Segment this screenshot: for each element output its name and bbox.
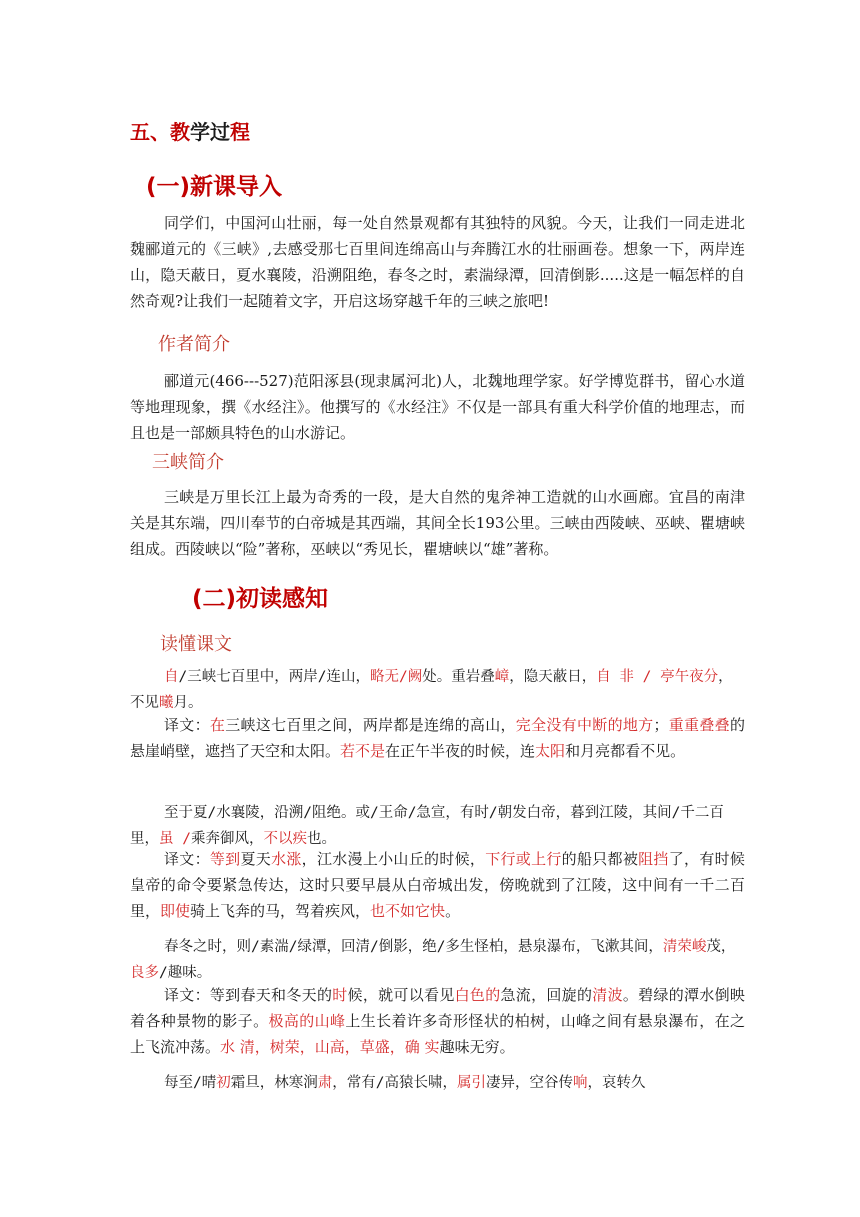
section-title-part: 教 bbox=[170, 120, 190, 144]
highlight: 属引 bbox=[456, 1075, 486, 1091]
sanxia-paragraph: 三峡是万里长江上最为奇秀的一段，是大自然的鬼斧神工造就的山水画廊。宜昌的南津关是其东端，四川奉节的白帝城是其西端，其间全长193公里。三峡由西陵峡、巫峡、瞿塘峡组成。西陵峡以“险”著称，巫峡以“秀见长，瞿塘峡以“雄”著称。 bbox=[130, 488, 745, 558]
part2-heading: (二)初读感知 bbox=[192, 586, 329, 612]
highlight: 即使 bbox=[160, 902, 191, 920]
classical-passage-4 bbox=[130, 1070, 745, 1096]
text: 译文： bbox=[164, 850, 210, 868]
text: ，哀转久 bbox=[587, 1075, 646, 1091]
highlight: 若不是 bbox=[340, 742, 386, 760]
highlight: 水 清，树荣，山高，草盛，确 实 bbox=[220, 1038, 440, 1056]
text: 。 bbox=[445, 902, 461, 920]
text: 夏天 bbox=[240, 850, 272, 868]
highlight: 虽 / bbox=[159, 831, 191, 847]
highlight: 下行或上行 bbox=[485, 850, 562, 868]
highlight: 太阳 bbox=[535, 742, 566, 760]
text: 趣味无穷。 bbox=[439, 1038, 515, 1056]
highlight: 自 非 / 亭午夜分 bbox=[596, 669, 719, 685]
highlight: 肃 bbox=[317, 1075, 333, 1091]
highlight: 时 bbox=[332, 986, 348, 1004]
text: ，隐天蔽日， bbox=[509, 669, 597, 685]
text: /三峡七百里中，两岸/连山， bbox=[178, 669, 370, 685]
classical-passage-1 bbox=[130, 664, 745, 716]
text: 霜旦，林寒涧 bbox=[230, 1075, 318, 1091]
text: 三峡这七百里之间，两岸都是连绵的高山， bbox=[225, 716, 516, 734]
translation-1 bbox=[130, 712, 745, 764]
text: 译文：等到春天和冬天的 bbox=[164, 986, 333, 1004]
text: 也。 bbox=[306, 831, 336, 847]
text: 骑上飞奔的马，驾着疾风， bbox=[190, 902, 371, 920]
highlight: 初 bbox=[216, 1075, 231, 1091]
highlight: 清波 bbox=[592, 986, 623, 1004]
highlight: 完全没有中断的地方 bbox=[515, 716, 654, 734]
highlight: 嶂 bbox=[494, 669, 510, 685]
text: 乘奔御风， bbox=[190, 831, 264, 847]
text: ； bbox=[653, 716, 669, 734]
text: 候，就可以看见 bbox=[347, 986, 455, 1004]
text: 处。重岩叠 bbox=[422, 669, 495, 685]
section-number: 五、 bbox=[130, 120, 170, 144]
highlight: 清荣峻 bbox=[662, 939, 707, 955]
text: ，常有/高猿长啸， bbox=[332, 1075, 457, 1091]
text: 春冬之时，则/素湍/绿潭，回清/倒影，绝/多生怪柏，悬泉瀑布，飞漱其间， bbox=[164, 939, 663, 955]
text: 每至/晴 bbox=[164, 1075, 217, 1091]
translation-3 bbox=[130, 982, 745, 1060]
text: 在正午半夜的时候，连 bbox=[385, 742, 536, 760]
text: 的船只都被 bbox=[561, 850, 639, 868]
classical-passage-2 bbox=[130, 800, 745, 852]
highlight: 白色的 bbox=[454, 986, 501, 1004]
text: 至于夏/水襄陵，沿溯/阻绝。或/王命/急宣，有时/朝发白帝，暮到江陵，其间/千二百里， bbox=[130, 805, 724, 847]
text: 月。 bbox=[173, 695, 203, 711]
text: ，不见 bbox=[130, 669, 733, 711]
highlight: 也不如它快 bbox=[370, 902, 446, 920]
text: 和月亮都看不见。 bbox=[565, 742, 686, 760]
author-paragraph: 郦道元(466---527)范阳涿县(现隶属河北)人，北魏地理学家。好学博览群书，留心水道等地理现象，撰《水经注》。他撰写的《水经注》不仅是一部具有重大科学价值的地理志，而且也是一部颇具特色的山水游记。 bbox=[130, 372, 745, 442]
sanxia-heading: 三峡简介 bbox=[152, 452, 224, 473]
text: 急流，回旋的 bbox=[500, 986, 593, 1004]
section-title-part: 学过 bbox=[190, 120, 230, 144]
section-title-part: 程 bbox=[230, 120, 250, 144]
section-title bbox=[130, 116, 250, 145]
text: 译文： bbox=[164, 716, 210, 734]
highlight: 响 bbox=[572, 1075, 588, 1091]
intro-paragraph: 同学们，中国河山壮丽，每一处自然景观都有其独特的风貌。今天，让我们一同走进北魏郦道元的《三峡》,去感受那七百里间连绵高山与奔腾江水的壮丽画卷。想象一下，两岸连山，隐天蔽日，夏水襄陵，沿溯阻绝，春冬之时，素湍绿潭，回清倒影.....这是一幅怎样的自然奇观?让我们一起随着文字，开启这场穿越千年的三峡之旅吧! bbox=[130, 214, 745, 310]
highlight: 在 bbox=[209, 716, 226, 734]
highlight: 水涨 bbox=[271, 850, 302, 868]
highlight: 等到 bbox=[209, 850, 241, 868]
highlight: 极高的山峰 bbox=[268, 1012, 346, 1030]
text: /趣味。 bbox=[159, 965, 212, 981]
highlight: 良多 bbox=[130, 965, 159, 981]
highlight: 不以疾 bbox=[263, 831, 307, 847]
text: 了，有时候皇帝的命令要紧急传达，这时只要早晨从白帝城出发，傍晚就到了江陵，这中间有一千二百里， bbox=[130, 850, 745, 920]
highlight: 重重叠叠 bbox=[668, 716, 730, 734]
text: 。碧绿的潭水倒映着各种景物的影子。 bbox=[130, 986, 745, 1030]
text: 茂， bbox=[706, 939, 736, 955]
text: 上生长着许多奇形怪状的柏树，山峰之间有悬泉瀑布，在之上飞流冲荡。 bbox=[130, 1012, 745, 1056]
text: 的悬崖峭壁，遮挡了天空和太阳。 bbox=[130, 716, 745, 760]
highlight: 自 bbox=[164, 669, 179, 685]
classical-passage-3 bbox=[130, 934, 745, 986]
part1-heading: (一)新课导入 bbox=[146, 174, 283, 200]
translation-2 bbox=[130, 846, 745, 924]
text: ，江水漫上小山丘的时候， bbox=[301, 850, 486, 868]
highlight: 曦 bbox=[159, 695, 174, 711]
author-heading: 作者简介 bbox=[158, 334, 230, 355]
highlight: 略无/阙 bbox=[369, 669, 423, 685]
highlight: 阻挡 bbox=[638, 850, 669, 868]
text: 凄异，空谷传 bbox=[485, 1075, 573, 1091]
reading-heading: 读懂课文 bbox=[160, 634, 232, 655]
